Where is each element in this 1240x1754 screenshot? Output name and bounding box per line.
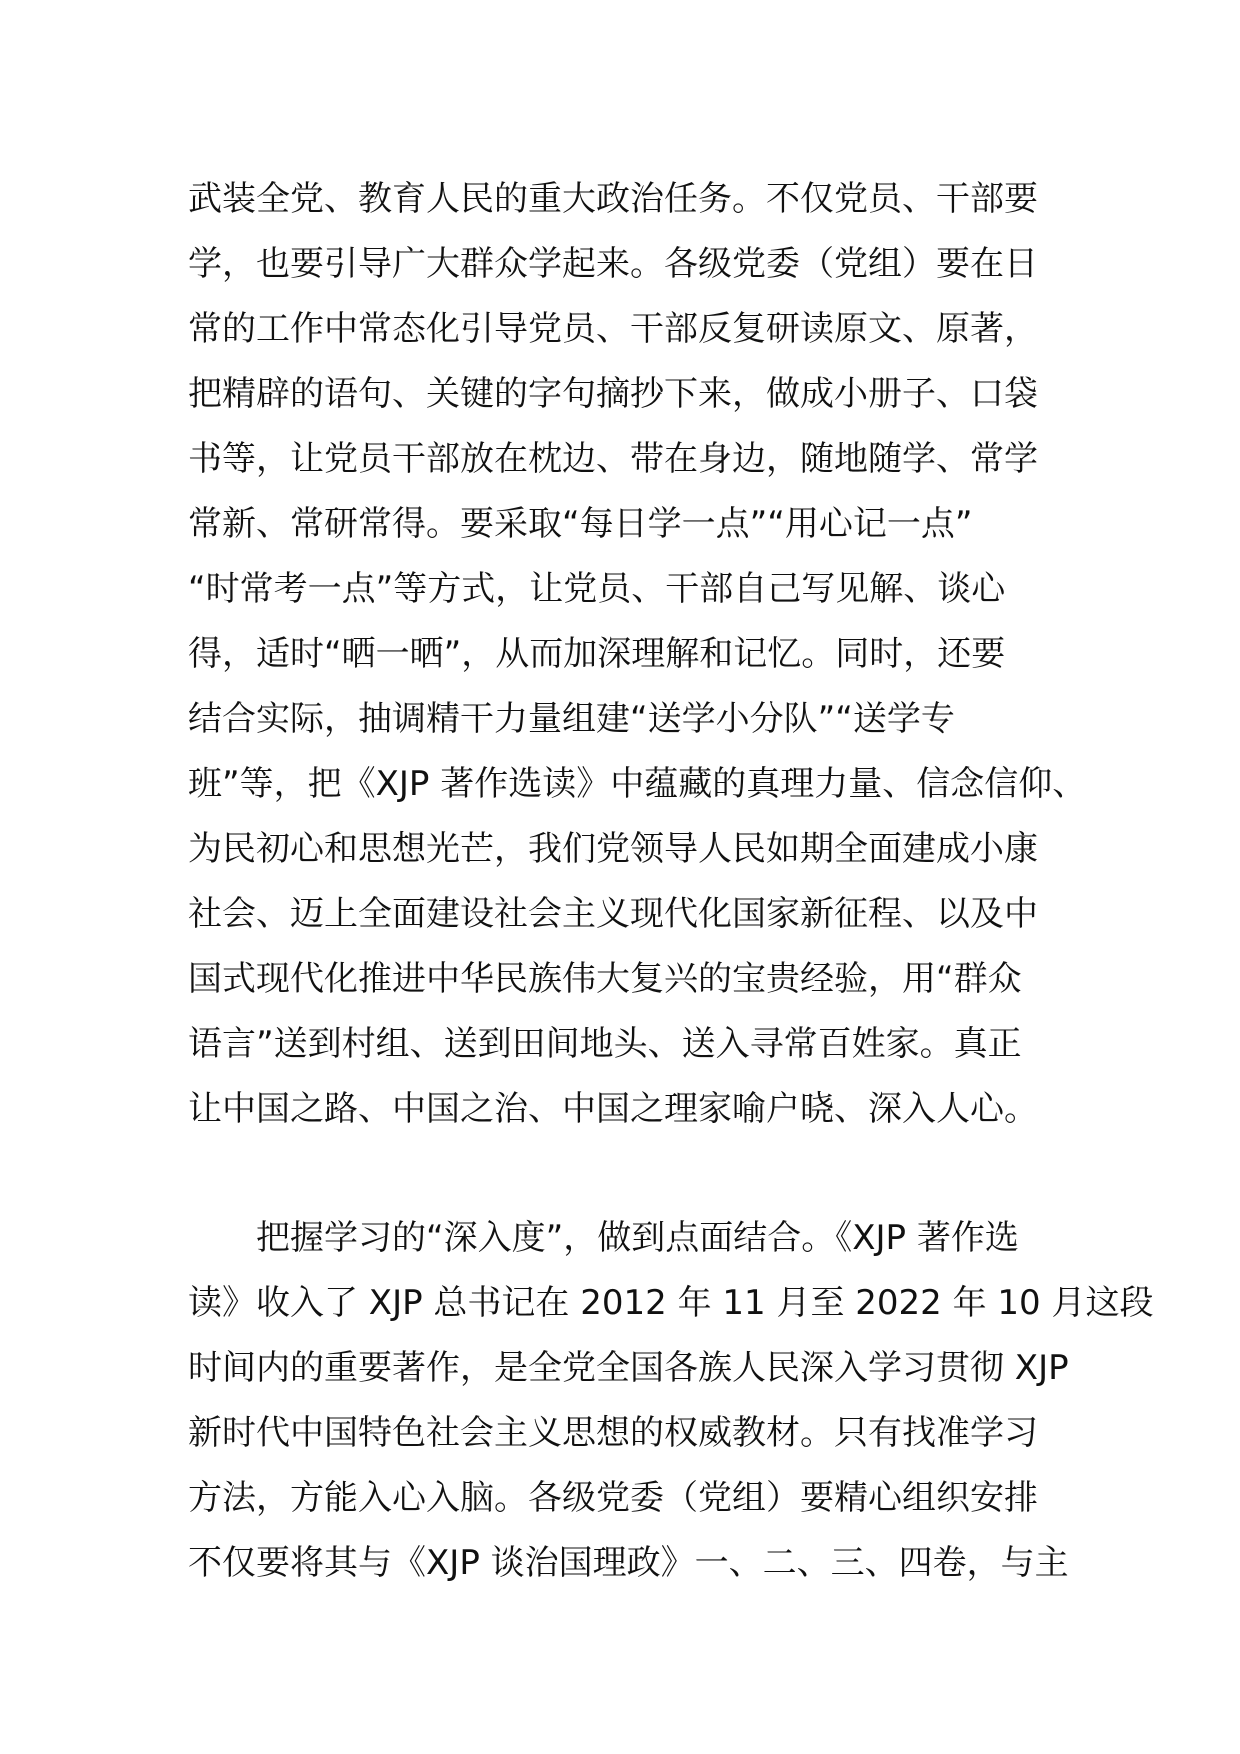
text-line: 时间内的重要著作，是全党全国各族人民深入学习贯彻 XJP xyxy=(188,1348,1069,1388)
text-line: 书等，让党员干部放在枕边、带在身边，随地随学、常学 xyxy=(188,439,1038,479)
text-line: 班”等，把《XJP 著作选读》中蕴藏的真理力量、信念信仰、 xyxy=(188,764,1087,804)
text-line: 得，适时“晒一晒”，从而加深理解和记忆。同时，还要 xyxy=(188,634,1006,674)
text-line: 方法，方能入心入脑。各级党委（党组）要精心组织安排 xyxy=(188,1478,1038,1518)
text-line: 社会、迈上全面建设社会主义现代化国家新征程、以及中 xyxy=(188,894,1038,934)
paragraph-2 xyxy=(188,1206,1154,1596)
text-line: 把精辟的语句、关键的字句摘抄下来，做成小册子、口袋 xyxy=(188,374,1038,414)
text-line: 武装全党、教育人民的重大政治任务。不仅党员、干部要 xyxy=(188,179,1038,219)
text-line: 语言”送到村组、送到田间地头、送入寻常百姓家。真正 xyxy=(188,1024,1022,1064)
text-line: 让中国之路、中国之治、中国之理家喻户晓、深入人心。 xyxy=(188,1089,1038,1129)
text-line: “时常考一点”等方式，让党员、干部自己写见解、谈心 xyxy=(188,569,1006,609)
text-line: 新时代中国特色社会主义思想的权威教材。只有找准学习 xyxy=(188,1413,1038,1453)
text-line: 为民初心和思想光芒，我们党领导人民如期全面建成小康 xyxy=(188,829,1038,869)
text-line: 把握学习的“深入度”，做到点面结合。《XJP 著作选 xyxy=(256,1218,1019,1258)
paragraph-1 xyxy=(188,167,1088,1142)
text-line: 学，也要引导广大群众学起来。各级党委（党组）要在日 xyxy=(188,244,1038,284)
text-line: 常新、常研常得。要采取“每日学一点”“用心记一点” xyxy=(188,504,973,544)
text-line: 结合实际，抽调精干力量组建“送学小分队”“送学专 xyxy=(188,699,955,739)
text-line: 国式现代化推进中华民族伟大复兴的宝贵经验，用“群众 xyxy=(188,959,1022,999)
text-line: 常的工作中常态化引导党员、干部反复研读原文、原著， xyxy=(188,309,1038,349)
text-line: 不仅要将其与《XJP 谈治国理政》一、二、三、四卷，与主 xyxy=(188,1543,1069,1583)
text-line: 读》收入了 XJP 总书记在 2012 年 11 月至 2022 年 10 月这段 xyxy=(188,1283,1154,1323)
